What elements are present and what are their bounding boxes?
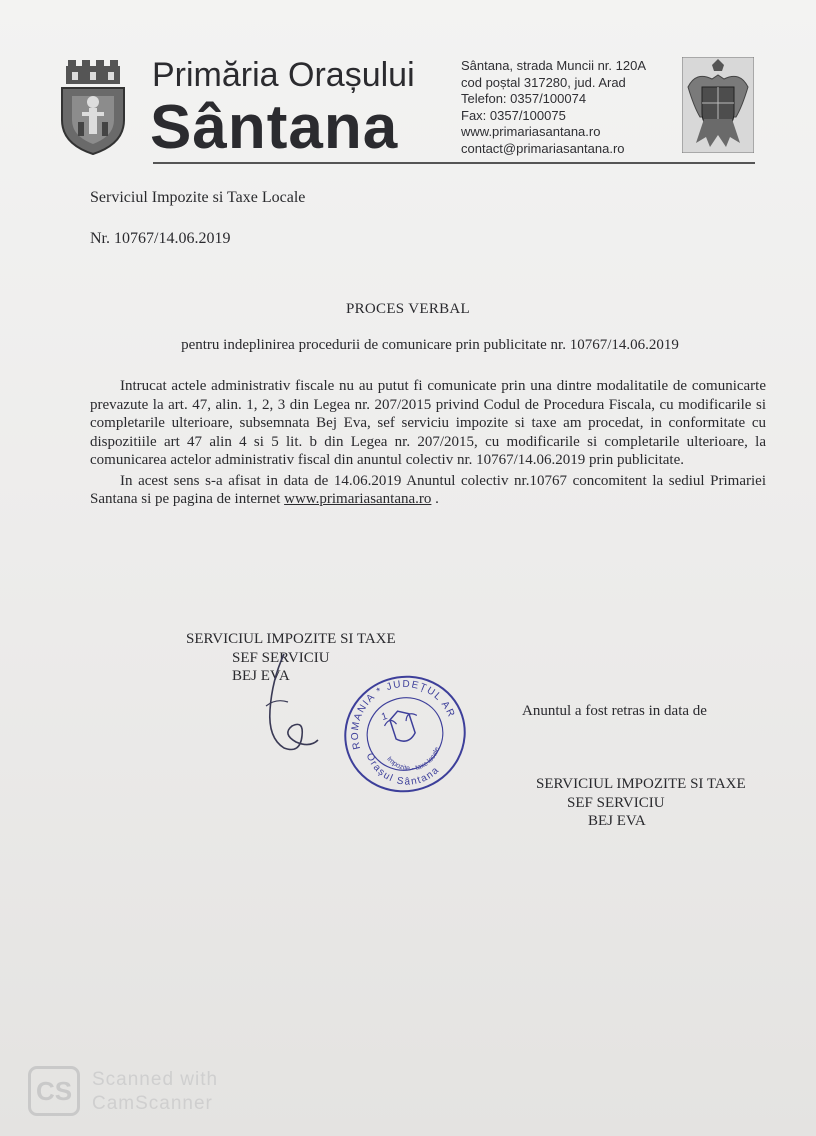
official-stamp-icon bbox=[340, 672, 470, 797]
document-subtitle: pentru indeplinirea procedurii de comunicare prin publicitate nr. 10767/14.06.2019 bbox=[181, 337, 679, 353]
registration-number: Nr. 10767/14.06.2019 bbox=[90, 230, 231, 247]
svg-text:ROMANIA * JUDEȚUL ARAD bbox=[340, 672, 458, 756]
handwritten-signature-icon bbox=[262, 650, 322, 755]
paragraph-2 bbox=[90, 472, 766, 509]
signature-right-department: SERVICIUL IMPOZITE SI TAXE bbox=[536, 776, 746, 792]
contact-email: contact@primariasantana.ro bbox=[461, 140, 625, 156]
scanner-watermark bbox=[92, 1068, 218, 1116]
stamp-top-text: ROMANIA * JUDEȚUL ARAD bbox=[349, 678, 457, 751]
signature-block-right bbox=[536, 775, 746, 831]
signature-left-department: SERVICIUL IMPOZITE SI TAXE bbox=[186, 631, 396, 647]
stamp-inner-text: Impozite - taxe locale bbox=[385, 746, 442, 773]
contact-website: www.primariasantana.ro bbox=[461, 124, 601, 139]
town-crest-icon bbox=[58, 60, 128, 156]
contact-address: Sântana, strada Muncii nr. 120A bbox=[461, 58, 647, 73]
signature-left-role: SEF SERVICIU bbox=[232, 649, 330, 666]
department-name: Serviciul Impozite si Taxe Locale bbox=[90, 189, 306, 206]
stamp-number: 1 bbox=[380, 710, 389, 724]
paragraph-2-end: . bbox=[431, 491, 439, 507]
watermark-line2: CamScanner bbox=[92, 1093, 213, 1114]
camscanner-logo-icon: CS bbox=[28, 1066, 80, 1116]
institution-name-line2: Sântana bbox=[150, 93, 399, 162]
body-text bbox=[90, 377, 766, 509]
contact-postal-code: cod poștal 317280, jud. Arad bbox=[461, 74, 626, 90]
stamp-bottom-text: Orașul Sântana bbox=[363, 751, 443, 788]
contact-block bbox=[461, 58, 646, 157]
signature-right-role: SEF SERVICIU bbox=[567, 794, 665, 811]
contact-phone: Telefon: 0357/100074 bbox=[461, 91, 587, 106]
paragraph-2-text: In acest sens s-a afisat in data de 14.06.2019 Anuntul colectiv nr.10767 concomitent la sediul Primariei Santana si pe pagina de internet bbox=[90, 472, 766, 507]
signature-left-person: BEJ EVA bbox=[232, 668, 290, 684]
watermark-line1: Scanned with bbox=[92, 1069, 219, 1090]
withdrawal-note: Anuntul a fost retras in data de bbox=[522, 703, 707, 719]
contact-fax: Fax: 0357/100075 bbox=[461, 107, 566, 123]
header-divider bbox=[153, 162, 755, 164]
signature-right-person: BEJ EVA bbox=[588, 813, 646, 829]
paragraph-1: Intrucat actele administrativ fiscale nu au putut fi comunicate prin una dintre modalitatile de comunicarte prevazute la art. 47, alin. 1, 2, 3 din Legea nr. 207/2015 privind Codul de Procedura Fiscala, cu modificarile si completarile ulterioare, subsemnata Bej Eva, sef serviciu impozite si taxe am procedat, in conformitate cu dispozitiile art 47 alin 4 si 5 lit. b din Legea nr. 207/2015, cu modificarile si completarile ulterioare, la comunicarea actelor administrativ fiscal din anuntul colectiv nr. 10767/14.06.2019 prin publicitate. bbox=[90, 378, 766, 468]
website-link[interactable]: www.primariasantana.ro bbox=[284, 491, 432, 507]
document-title: PROCES VERBAL bbox=[345, 301, 471, 317]
institution-name-line1: Primăria Orașului bbox=[152, 56, 415, 94]
romania-coat-of-arms-icon bbox=[682, 57, 754, 153]
